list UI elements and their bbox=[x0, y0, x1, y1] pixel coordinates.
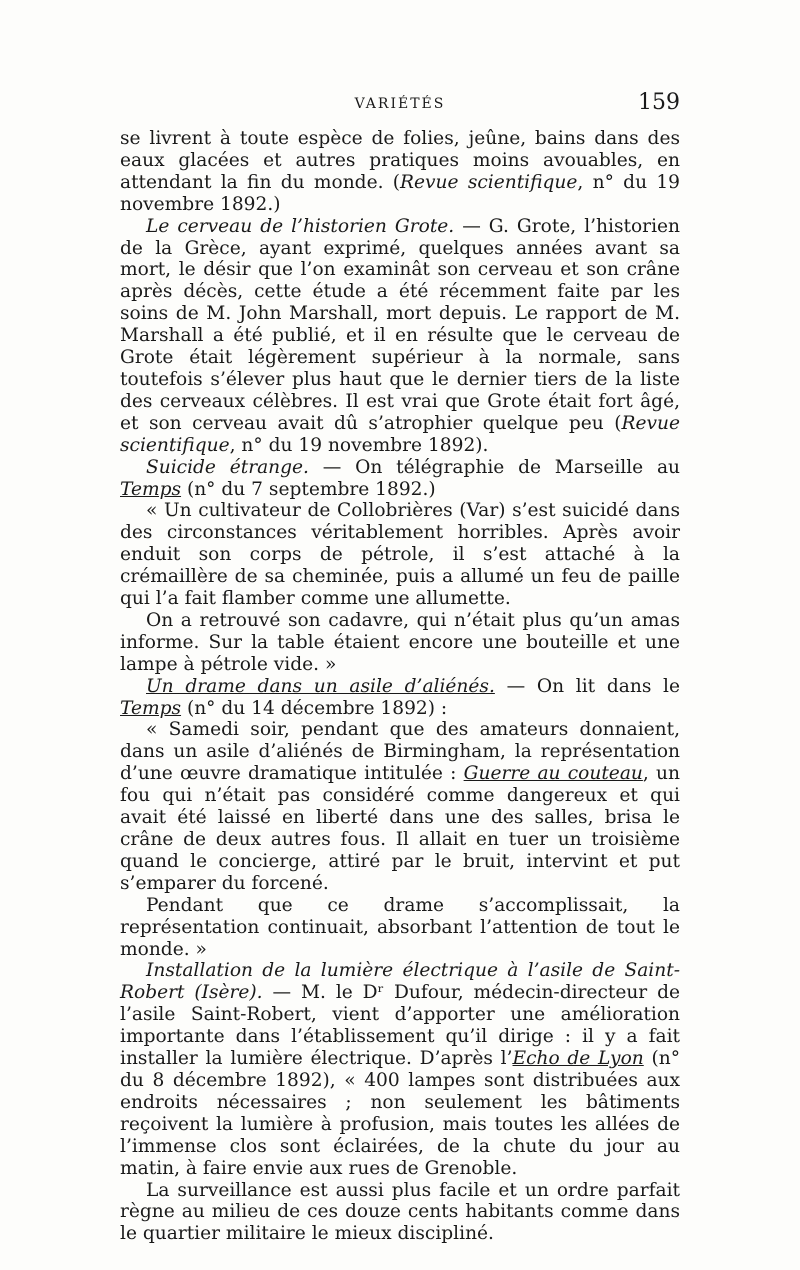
paragraph-6: Un drame dans un asile d’aliénés. — On lit dans le Temps (n° du 14 décembre 1892) : bbox=[120, 675, 681, 719]
source-title: Revue scientifique bbox=[400, 171, 578, 193]
paragraph-10: La surveillance est aussi plus facile et un ordre parfait règne au milieu de ces douze cents habitants comme dans le quartier militaire le mieux discipliné. bbox=[120, 1179, 680, 1245]
body-text bbox=[120, 128, 680, 1245]
running-title: VARIÉTÉS bbox=[354, 96, 446, 112]
source-title: Revue scientifique bbox=[120, 412, 680, 456]
section-heading: Le cerveau de l’historien Grote. bbox=[146, 215, 455, 237]
section-heading: Suicide étrange. bbox=[146, 456, 309, 478]
paragraph-9: Installation de la lumière électrique à l’asile de Saint-Robert (Isère). — M. le Dʳ Dufour, médecin-directeur de l’asile Saint-Robert, vient d’apporter une amélioration importante dans l’établissement qu’il dirige : il y a fait installer la lumière électrique. D’après l’Echo de Lyon (n° du 8 décembre 1892), « 400 lampes sont distribuées aux endroits nécessaires ; non seulement les bâtiments reçoivent la lumière à profusion, mais toutes les allées de l’immense clos sont éclairées, de la chute du jour au matin, à faire envie aux rues de Grenoble. bbox=[120, 960, 681, 1179]
source-title: Temps bbox=[120, 697, 182, 719]
paragraph-5: On a retrouvé son cadavre, qui n’était plus qu’un amas informe. Sur la table étaient encore une bouteille et une lampe à pétrole vide. » bbox=[120, 609, 680, 675]
paragraph-4: « Un cultivateur de Collobrières (Var) s’est suicidé dans des circonstances véritablement horribles. Après avoir enduit son corps de pétrole, il s’est attaché à la crémaillère de sa cheminée, puis a allumé un feu de paille qui l’a fait flamber comme une allumette. bbox=[120, 500, 680, 610]
paragraph-1: se livrent à toute espèce de folies, jeûne, bains dans des eaux glacées et autres pratiques moins avouables, en attendant la fin du monde. (Revue scientifique, n° du 19 novembre 1892.) bbox=[120, 128, 680, 215]
source-title: Temps bbox=[120, 478, 182, 500]
section-heading: Un drame dans un asile d’aliénés. bbox=[146, 675, 495, 697]
running-head bbox=[0, 90, 800, 118]
paragraph-8: Pendant que ce drame s’accomplissait, la représentation continuait, absorbant l’attention de tout le monde. » bbox=[120, 894, 680, 960]
work-title: Guerre au couteau bbox=[463, 763, 643, 785]
paragraph-7: « Samedi soir, pendant que des amateurs donnaient, dans un asile d’aliénés de Birmingham, la représentation d’une œuvre dramatique intitulée : Guerre au couteau, un fou qui n’était pas considéré comme dangereux et qui avait été laissé en liberté dans une des salles, brisa le crâne de deux autres fous. Il allait en tuer un troisième quand le concierge, attiré par le bruit, intervint et put s’emparer du forcené. bbox=[120, 719, 680, 894]
page-number: 159 bbox=[638, 90, 680, 115]
paragraph-3: Suicide étrange. — On télégraphie de Marseille au Temps (n° du 7 septembre 1892.) bbox=[120, 456, 681, 500]
source-title: Echo de Lyon bbox=[512, 1048, 644, 1070]
section-heading: Installation de la lumière électrique à l’asile de Saint-Robert (Isère). bbox=[120, 960, 680, 1004]
paragraph-2: Le cerveau de l’historien Grote. — G. Grote, l’historien de la Grèce, ayant exprimé, quelques années avant sa mort, le désir que l’on examinât son cerveau et son crâne après décès, cette étude a été récemment faite par les soins de M. John Marshall, mort depuis. Le rapport de M. Marshall a été publié, et il en résulte que le cerveau de Grote était légèrement supérieur à la normale, sans toutefois s’élever plus haut que le dernier tiers de la liste des cerveaux célèbres. Il est vrai que Grote était fort âgé, et son cerveau avait dû s’atrophier quelque peu (Revue scientifique, n° du 19 novembre 1892). bbox=[120, 215, 680, 456]
